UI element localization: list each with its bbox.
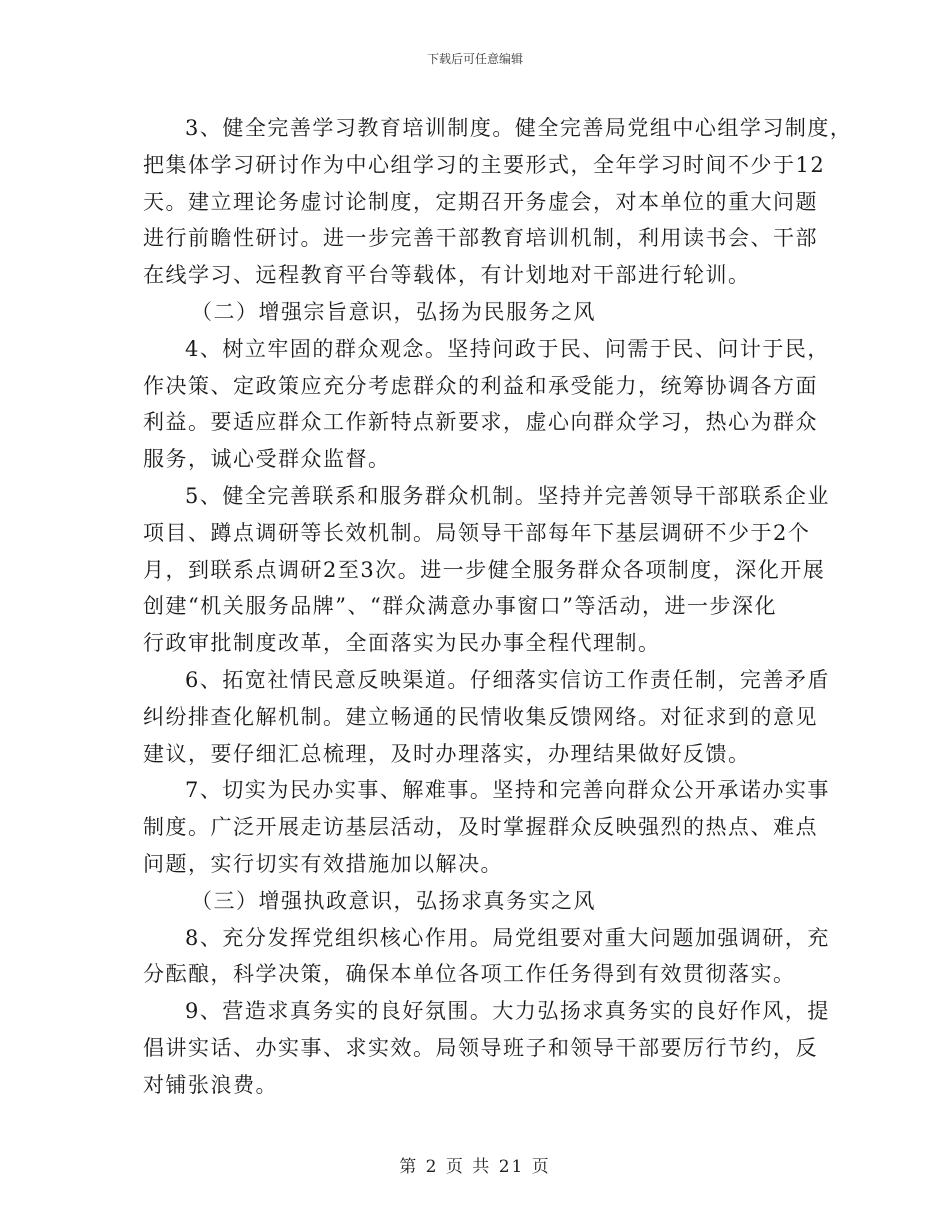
paragraph-line: 作决策、定政策应充分考虑群众的利益和承受能力，统筹协调各方面 [143,373,818,398]
paragraph-line: 建议，要仔细汇总梳理，及时办理落实，办理结果做好反馈。 [143,741,751,766]
section-heading: （二）增强宗旨意识，弘扬为民服务之风 [191,299,596,324]
paragraph-line: 4、树立牢固的群众观念。坚持问政于民、问需于民、问计于民， [185,336,830,361]
paragraph-line: 5、健全完善联系和服务群众机制。坚持并完善领导干部联系企业 [185,483,830,508]
paragraph-line: 分酝酿，科学决策，确保本单位各项工作任务得到有效贯彻落实。 [143,962,796,987]
paragraph-line: 问题，实行切实有效措施加以解决。 [143,851,503,876]
paragraph-line: 7、切实为民办实事、解难事。坚持和完善向群众公开承诺办实事 [185,778,830,803]
paragraph-line: 对铺张浪费。 [143,1072,278,1097]
paragraph-line: 进行前瞻性研讨。进一步完善干部教育培训机制，利用读书会、干部 [143,226,818,251]
paragraph-line: 纠纷排查化解机制。建立畅通的民情收集反馈网络。对征求到的意见 [143,704,818,729]
paragraph-line: 月，到联系点调研2至3次。进一步健全服务群众各项制度，深化开展 [143,557,826,582]
paragraph-line: 利益。要适应群众工作新特点新要求，虚心向群众学习，热心为群众 [143,410,818,435]
section-heading: （三）增强执政意识，弘扬求真务实之风 [191,888,596,913]
page-header: 下载后可任意编辑 [426,52,523,66]
paragraph-line: 9、营造求真务实的良好氛围。大力弘扬求真务实的良好作风，提 [185,999,830,1024]
paragraph-line: 倡讲实话、办实事、求实效。局领导班子和领导干部要厉行节约，反 [143,1035,818,1060]
paragraph-line: 行政审批制度改革，全面落实为民办事全程代理制。 [143,631,661,656]
document-body [143,110,853,1104]
paragraph-line: 天。建立理论务虚讨论制度，定期召开务虚会，对本单位的重大问题 [143,189,818,214]
paragraph-line: 6、拓宽社情民意反映渠道。仔细落实信访工作责任制，完善矛盾 [185,667,830,692]
paragraph-line: 创建“机关服务品牌”、“群众满意办事窗口”等活动，进一步深化 [143,594,777,619]
paragraph-line: 把集体学习研讨作为中心组学习的主要形式，全年学习时间不少于12 [143,152,826,177]
paragraph-line: 8、充分发挥党组织核心作用。局党组要对重大问题加强调研，充 [185,925,830,950]
paragraph-line: 服务，诚心受群众监督。 [143,447,391,472]
paragraph-line: 3、健全完善学习教育培训制度。健全完善局党组中心组学习制度， [185,116,853,140]
paragraph-line: 项目、蹲点调研等长效机制。局领导干部每年下基层调研不少于2个 [143,520,811,545]
paragraph-line: 在线学习、远程教育平台等载体，有计划地对干部进行轮训。 [143,263,751,288]
page-footer: 第 2 页 共 21 页 [399,1157,551,1177]
paragraph-line: 制度。广泛开展走访基层活动，及时掌握群众反映强烈的热点、难点 [143,815,818,840]
